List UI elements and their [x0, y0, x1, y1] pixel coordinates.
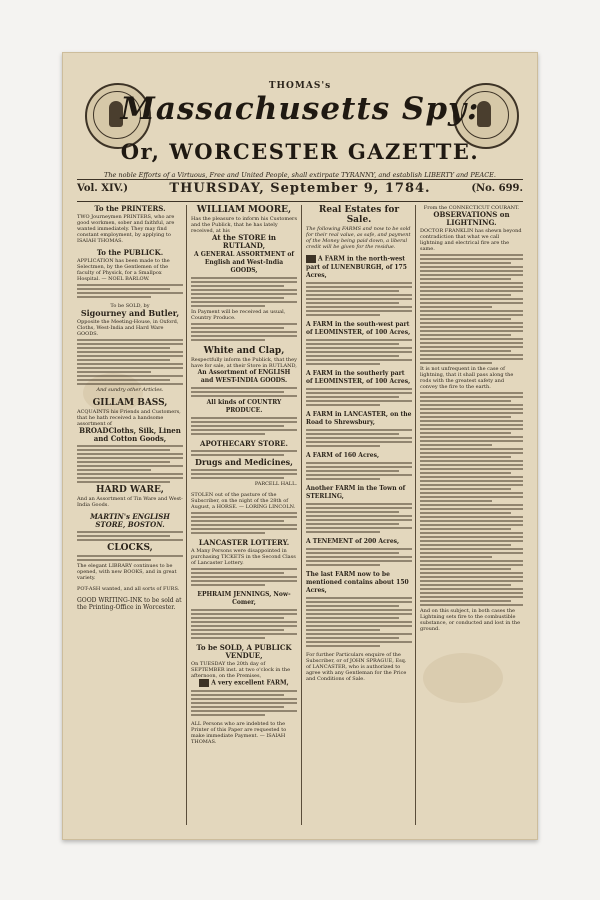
text-lines: [191, 417, 297, 435]
ad-stolen-horse: [191, 492, 297, 534]
text-lines: [306, 429, 412, 447]
text-lines: [77, 339, 183, 385]
ad-william-moore: [191, 205, 297, 341]
text-lines: [77, 555, 183, 561]
column-divider: [301, 205, 302, 825]
article-intro: DOCTOR FRANKLIN has shewn beyond contradiction that what we call lightning and electrical fire are the same.: [420, 228, 522, 252]
masthead-motto: The noble Efforts of a Virtuous, Free and United People, shall extirpate TYRANNY, and establish LIBERTY and PEACE.: [104, 171, 496, 179]
ad-heading: LANCASTER LOTTERY.: [198, 538, 290, 547]
ad-heading: GILLAM BASS,: [92, 398, 168, 408]
ad-heading: An Assortment of ENGLISH and WEST-INDIA GOODS.: [197, 369, 291, 384]
article-middle: It is not unfrequent in the case of lightning, that it shall pass along the rods with the greatest safety and convey the fire to the earth.: [420, 366, 514, 390]
ad-white-clap: [191, 346, 297, 435]
ad-heading: A very excellent FARM,: [191, 679, 297, 688]
farm-heading: A FARM in LANCASTER, on the Road to Shrewsbury,: [306, 410, 412, 426]
ad-heading: Sigourney and Butler,: [80, 308, 180, 318]
bottom-rule: [77, 201, 523, 202]
ad-heading: Drugs and Medicines,: [195, 457, 293, 467]
farm-lancaster: [306, 411, 412, 447]
text-lines: [306, 597, 412, 647]
ad-text: POT-ASH wanted, and all sorts of FURS.: [77, 586, 180, 592]
farm-heading: The last FARM now to be mentioned contains about 150 Acres,: [306, 570, 409, 594]
text-lines: [77, 531, 183, 541]
ad-heading: WILLIAM MOORE,: [196, 205, 292, 215]
ad-martins: [77, 513, 183, 581]
text-lines: [191, 450, 297, 456]
ad-text: In Payment will be received as usual, Country Produce.: [191, 309, 286, 321]
ad-text: Respectfully inform the Publick, that they have for sale, at their Store in RUTLAND,: [191, 357, 297, 369]
text-lines: [191, 469, 297, 479]
farm-lunenburgh: [306, 255, 412, 316]
text-lines: [420, 392, 523, 606]
text-lines: [191, 609, 297, 639]
text-lines: [306, 548, 412, 566]
issue-date: THURSDAY, September 9, 1784.: [169, 181, 431, 196]
text-lines: [306, 339, 412, 365]
ad-signature: PARCELL HALL.: [254, 481, 297, 487]
text-lines: [306, 282, 412, 316]
ad-heading: BROADCloths, Silk, Linen and Cotton Goods,: [79, 426, 181, 443]
article-source: From the CONNECTICUT COURANT.: [423, 205, 520, 211]
ad-lancaster-lottery: [191, 539, 297, 586]
text-lines: [191, 512, 297, 534]
farm-sterling: [306, 485, 412, 533]
ad-text: STOLEN out of the pasture of the Subscriber, on the night of the 28th of August, a HORSE. — LORING LINCOLN.: [191, 492, 296, 510]
ad-heading: To be SOLD, by: [110, 303, 150, 309]
ad-text: Opposite the Meeting-House, in Oxford, Cloths, West-India and Hard Ware GOODS.: [77, 319, 179, 337]
farm-heading: A FARM in the southerly part of LEOMINSTER, of 100 Acres,: [306, 369, 411, 385]
ad-text: APPLICATION has been made to the Selectmen, by the Gentlemen of the faculty of Physick, for a Smallpox Hospital. — NOEL BARLOW.: [77, 258, 170, 282]
ad-intro: The following FARMS and now to be sold for their real value, as safe, and payment of the Money being paid down, a liberal credit will be given for the residue.: [306, 226, 411, 250]
ad-heading: To be SOLD, A PUBLICK VENDUE,: [196, 643, 292, 660]
ad-text: GOOD WRITING-INK to be sold at the Printing-Office in Worcester.: [77, 597, 182, 611]
farm-heading: A FARM in the south-west part of LEOMINSTER, of 100 Acres,: [306, 320, 411, 336]
ad-heading: CLOCKS,: [107, 543, 153, 553]
text-lines: [306, 503, 412, 533]
text-lines: [191, 568, 297, 586]
masthead-top-word: THOMAS's: [268, 81, 332, 91]
masthead-subtitle: Or, WORCESTER GAZETTE.: [120, 139, 480, 164]
last-farm: [306, 571, 412, 647]
text-lines: [77, 445, 183, 483]
text-lines: [77, 284, 183, 298]
ad-heading: A GENERAL ASSORTMENT of English and West-India GOODS,: [193, 251, 295, 274]
ad-notice: [191, 721, 297, 745]
farm-heading: A FARM in the north-west part of LUNENBURGH, of 175 Acres,: [306, 255, 407, 279]
ad-text: ACQUAINTS his Friends and Customers, that he hath received a handsome assortment of: [77, 409, 181, 427]
ad-text: On TUESDAY the 20th day of SEPTEMBER inst. at two o'clock in the afternoon, on the Premises,: [191, 661, 291, 679]
ad-heading: White and Clap,: [203, 346, 285, 356]
house-icon: [199, 679, 209, 687]
masthead-title: Massachusetts Spy:: [120, 91, 480, 127]
farm-heading: A TENEMENT of 200 Acres,: [306, 537, 400, 545]
farm-heading: Another FARM in the Town of STERLING,: [306, 484, 406, 500]
ad-heading: All kinds of COUNTRY PRODUCE.: [206, 399, 282, 414]
newspaper-page: [62, 52, 538, 840]
column-divider: [415, 205, 416, 825]
ad-writing-ink: [77, 597, 183, 611]
ad-printers: [77, 205, 183, 244]
text-lines: [191, 387, 297, 397]
article-end: And on this subject, in both cases the Lightning sets fire to the combustible substance, or conducted and lost in the ground.: [420, 608, 521, 632]
particulars: For further Particulars enquire of the Subscriber, or of JOHN SPRAGUE, Esq. of LANCASTER, who is authorized to agree with any Gentleman for the Price and Conditions of Sale.: [306, 651, 407, 682]
ad-heading: To the PRINTERS.: [94, 205, 166, 213]
farm-leominster-nw: [306, 321, 412, 365]
text-lines: [191, 690, 297, 716]
column-1: [77, 205, 183, 825]
ad-heading: APOTHECARY STORE.: [200, 439, 288, 448]
volume-number: Vol. XIV.): [77, 183, 128, 194]
ad-heading: To the PUBLICK.: [96, 248, 164, 257]
ad-text: ALL Persons who are indebted to the Printer of this Paper are requested to make immediate Payment. — ISAIAH THOMAS.: [191, 720, 287, 745]
text-lines: [191, 277, 297, 307]
ad-sigourney: [77, 303, 183, 393]
ad-potash: [77, 586, 183, 592]
section-heading: Real Estates for Sale.: [318, 205, 400, 225]
house-icon: [306, 255, 316, 263]
ad-text: A Many Persons were disappointed in purchasing TICKETS in the Second Class of Lancaster Lottery.: [191, 548, 296, 566]
ad-vendue: [191, 644, 297, 716]
column-4: [420, 205, 523, 825]
ad-text: Has the pleasure to inform his Customers and the Publick, that he has lately received, at his: [191, 216, 297, 234]
ad-footer: And sundry other Articles.: [96, 387, 164, 393]
article-heading: OBSERVATIONS on LIGHTNING.: [433, 210, 510, 227]
ad-heading: HARD WARE,: [96, 485, 164, 495]
tenement: [306, 538, 412, 566]
ad-publick: [77, 249, 183, 298]
ad-text: TWO Journeymen PRINTERS, who are good workmen, sober and faithful, are wanted immediately. They may find constant employment, by applying to ISAIAH THOMAS.: [77, 214, 175, 244]
text-lines: [420, 254, 523, 364]
ad-text: The elegant LIBRARY continues to be opened, with new BOOKS, and in great variety.: [77, 563, 177, 581]
column-3: [306, 205, 412, 825]
issue-number: (No. 699.: [471, 183, 523, 194]
farm-heading: A FARM of 160 Acres,: [306, 451, 380, 459]
farm-leominster-s: [306, 370, 412, 406]
ad-heading: EPHRAIM JENNINGS, Now-Comer,: [197, 591, 291, 606]
text-lines: [306, 388, 412, 406]
text-lines: [191, 323, 297, 341]
ad-gillam-bass: [77, 398, 183, 508]
ad-heading: At the STORE in RUTLAND,: [212, 233, 276, 250]
column-divider: [186, 205, 187, 825]
text-lines: [306, 462, 412, 480]
ad-heading: MARTIN's ENGLISH STORE, BOSTON.: [90, 512, 170, 529]
farm-160: [306, 452, 412, 480]
column-2: [191, 205, 297, 825]
ad-jennings: [191, 591, 297, 639]
dateline: [77, 180, 523, 200]
ad-text: And an Assortment of Tin Ware and West-India Goods.: [77, 496, 183, 508]
ad-apothecary: [191, 440, 297, 487]
